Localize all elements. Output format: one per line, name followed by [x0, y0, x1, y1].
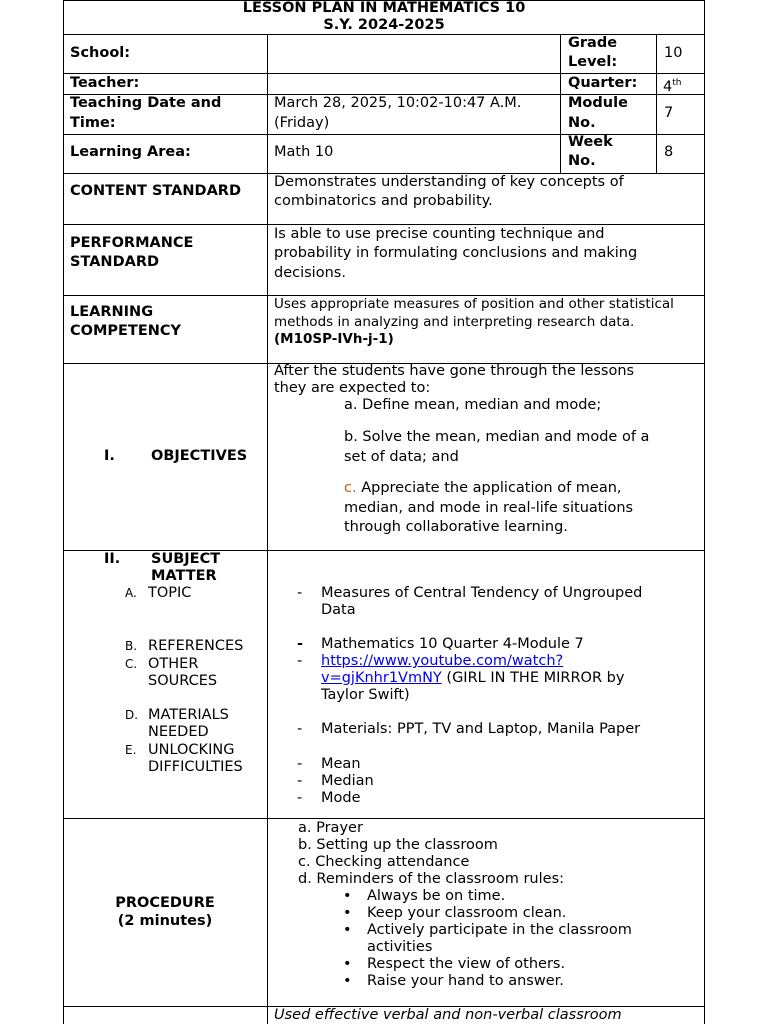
video-link-2[interactable]: v=gjKnhr1VmNY (GIRL IN THE MIRROR by [321, 670, 625, 686]
objective-c: c. Appreciate the application of mean, [344, 480, 622, 496]
classroom-rule: • Raise your hand to answer. [367, 973, 564, 990]
row-line [63, 818, 705, 819]
objectives-label: OBJECTIVES [151, 448, 248, 464]
other-sources-label-2: SOURCES [148, 673, 218, 689]
learning-competency-text: Uses appropriate measures of position and other statistical [274, 296, 674, 312]
grade-label-2: Level: [568, 54, 618, 70]
classroom-rule: • Respect the view of others. [367, 956, 565, 973]
performance-standard-label: PERFORMANCE [70, 235, 194, 251]
lesson-plan-page [63, 0, 705, 1024]
classroom-rule-continued: activities [367, 939, 433, 955]
week-value: 8 [664, 144, 674, 160]
objective-a: a. Define mean, median and mode; [344, 397, 602, 413]
school-label: School: [70, 45, 131, 61]
objectives-intro: After the students have gone through the lessons [274, 363, 635, 379]
term-item: - Median [321, 773, 374, 790]
procedure-item: b. Setting up the classroom [298, 837, 498, 853]
learning-area-label: Learning Area: [70, 144, 191, 160]
reference-text: - Mathematics 10 Quarter 4-Module 7 [321, 636, 584, 653]
module-label: Module [568, 95, 628, 111]
content-standard-text: Demonstrates understanding of key concepts of [274, 174, 624, 190]
grade-label: Grade [568, 35, 618, 51]
column-line [267, 34, 268, 1024]
performance-standard-text-2: probability in formulating conclusions and making [274, 245, 638, 261]
procedure-label: PROCEDURE [115, 895, 215, 911]
document-title: LESSON PLAN IN MATHEMATICS 10 [242, 0, 526, 16]
unlocking-difficulties-label-2: DIFFICULTIES [148, 759, 243, 775]
video-link[interactable]: - https://www.youtube.com/watch? [321, 653, 563, 670]
week-label-2: No. [568, 153, 596, 169]
content-standard-label: CONTENT STANDARD [70, 183, 241, 199]
procedure-duration: (2 minutes) [117, 913, 213, 929]
topic-text-2: Data [321, 602, 356, 618]
performance-standard-text: Is able to use precise counting technique and [274, 226, 605, 242]
procedure-item: d. Reminders of the classroom rules: [298, 871, 565, 887]
grade-value: 10 [664, 45, 683, 61]
objective-b-2: set of data; and [344, 449, 459, 465]
quarter-value: 4th [663, 78, 682, 95]
references-label: B. REFERENCES [125, 638, 244, 654]
classroom-rule: • Always be on time. [367, 888, 505, 905]
subject-matter-label: SUBJECT [151, 551, 221, 567]
procedure-item: c. Checking attendance [298, 854, 470, 870]
row-line [63, 73, 705, 74]
classroom-rule: • Keep your classroom clean. [367, 905, 566, 922]
column-line [656, 34, 657, 174]
classroom-rule: • Actively participate in the classroom [367, 922, 632, 939]
topic-text: - Measures of Central Tendency of Ungrouped [321, 585, 642, 602]
quarter-label: Quarter: [568, 75, 638, 91]
objective-c-2: median, and mode in real-life situations [344, 500, 634, 516]
table-border-right [704, 0, 705, 1024]
objective-b: b. Solve the mean, median and mode of a [344, 429, 650, 445]
next-section-text: Used effective verbal and non-verbal classroom [274, 1007, 622, 1023]
row-line [63, 224, 705, 225]
video-title-continued: Taylor Swift) [321, 687, 410, 703]
procedure-item: a. Prayer [298, 820, 363, 836]
topic-label: A. TOPIC [125, 585, 192, 601]
objectives-number: I. [104, 448, 115, 464]
learning-competency-label-2: COMPETENCY [70, 323, 182, 339]
teaching-date-label-2: Time: [70, 115, 116, 131]
module-label-2: No. [568, 115, 596, 131]
teacher-label: Teacher: [70, 75, 140, 91]
learning-competency-label: LEARNING [70, 304, 154, 320]
competency-code: (M10SP-IVh-j-1) [274, 331, 394, 347]
other-sources-label: C. OTHER [125, 656, 199, 672]
module-value: 7 [664, 105, 674, 121]
teaching-day-value: (Friday) [274, 115, 330, 131]
term-item: - Mode [321, 790, 361, 807]
school-year: S.Y. 2024-2025 [323, 17, 445, 33]
teaching-date-value: March 28, 2025, 10:02-10:47 A.M. [274, 95, 522, 111]
objective-c-3: through collaborative learning. [344, 519, 568, 535]
performance-standard-label-2: STANDARD [70, 254, 160, 270]
learning-area-value: Math 10 [274, 144, 334, 160]
materials-label-2: NEEDED [148, 724, 209, 740]
materials-label: D. MATERIALS [125, 707, 229, 723]
week-label: Week [568, 134, 613, 150]
column-line [560, 34, 561, 174]
materials-text: - Materials: PPT, TV and Laptop, Manila Paper [321, 721, 640, 738]
learning-competency-text-2: methods in analyzing and interpreting research data. [274, 314, 635, 330]
subject-matter-number: II. [104, 551, 121, 567]
unlocking-difficulties-label: E. UNLOCKING [125, 742, 235, 758]
teaching-date-label: Teaching Date and [70, 95, 222, 111]
table-border-left [63, 0, 64, 1024]
subject-matter-label-2: MATTER [151, 568, 217, 584]
term-item: - Mean [321, 756, 361, 773]
content-standard-text-2: combinatorics and probability. [274, 193, 493, 209]
performance-standard-text-3: decisions. [274, 265, 346, 281]
objectives-intro-2: they are expected to: [274, 380, 431, 396]
